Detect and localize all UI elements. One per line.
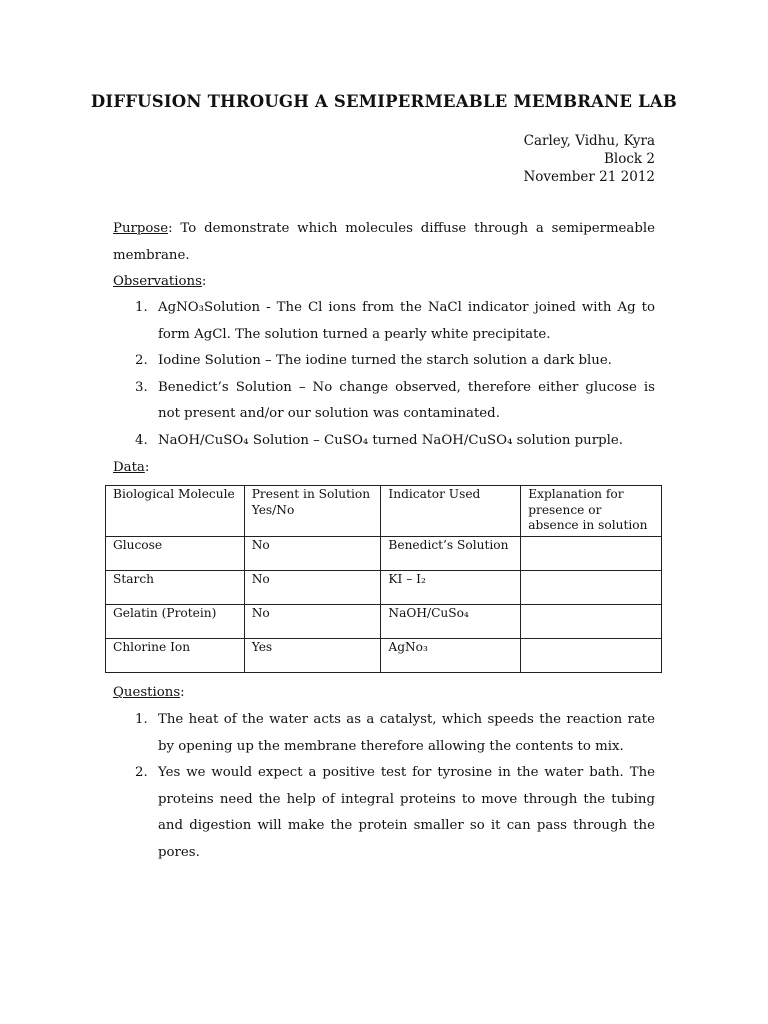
- observation-item: [113, 375, 655, 428]
- questions-label: Questions: [113, 685, 181, 700]
- observation-number: 4.: [135, 432, 148, 448]
- question-item: [113, 760, 655, 866]
- block-number: Block 2: [604, 151, 655, 167]
- questions-heading: [113, 680, 185, 707]
- table-cell: Chlorine Ion: [106, 639, 245, 673]
- table-row: [106, 537, 662, 571]
- table-row: [106, 605, 662, 639]
- data-colon: :: [144, 460, 150, 475]
- question-text: The heat of the water acts as a catalyst, which speeds the reaction rate by opening up the membrane therefore allowing the contents to mix.: [158, 712, 655, 754]
- observation-item: [113, 348, 655, 375]
- question-number: 1.: [135, 712, 148, 727]
- data-heading: [113, 455, 149, 482]
- observations-colon: :: [201, 274, 207, 289]
- observations-list: [113, 295, 655, 454]
- observation-text: Benedict’s Solution – No change observed, therefore either glucose is not present and/or our solution was contaminated.: [158, 379, 655, 421]
- data-label: Data: [113, 460, 145, 475]
- table-row: [106, 571, 662, 605]
- observation-text: Iodine Solution – The iodine turned the starch solution a dark blue.: [158, 353, 612, 368]
- observation-text: NaOH/CuSO₄ Solution – CuSO₄ turned NaOH/CuSO₄ solution purple.: [158, 432, 623, 448]
- table-header-row: [106, 486, 662, 537]
- table-cell: [521, 571, 662, 605]
- question-item: [113, 707, 655, 760]
- questions-colon: :: [180, 685, 185, 700]
- observation-item: [113, 295, 655, 348]
- observation-item: [113, 428, 655, 455]
- report-date: November 21 2012: [523, 169, 655, 185]
- purpose-label: Purpose: [113, 221, 169, 236]
- table-cell: NaOH/CuSo₄: [381, 605, 521, 639]
- table-cell: Benedict’s Solution: [381, 537, 521, 571]
- observation-number: 1.: [135, 300, 148, 315]
- question-number: 2.: [135, 765, 148, 780]
- header-cell: Biological Molecule: [106, 486, 245, 537]
- table-row: [106, 639, 662, 673]
- table-cell: Gelatin (Protein): [106, 605, 245, 639]
- table-cell: No: [244, 537, 381, 571]
- observations-label: Observations: [113, 274, 202, 289]
- purpose-colon: :: [168, 221, 173, 236]
- questions-list: [113, 707, 655, 866]
- observation-text: AgNO₃Solution - The Cl ions from the NaCl indicator joined with Ag to form AgCl. The solution turned a pearly white precipitate.: [158, 300, 655, 342]
- table-cell: No: [244, 571, 381, 605]
- table-cell: [521, 605, 662, 639]
- purpose-text: To demonstrate which molecules diffuse through a semipermeable membrane.: [113, 221, 655, 263]
- table-cell: Glucose: [106, 537, 245, 571]
- data-table: [105, 485, 662, 673]
- table-cell: [521, 639, 662, 673]
- question-text: Yes we would expect a positive test for tyrosine in the water bath. The proteins need the help of integral proteins to move through the tubing and digestion will make the protein smaller so it can pass through the pores.: [158, 765, 655, 860]
- table-cell: Yes: [244, 639, 381, 673]
- purpose-paragraph: [113, 216, 655, 269]
- table-cell: [521, 537, 662, 571]
- header-cell: Explanation for presence or absence in solution: [521, 486, 662, 537]
- observations-heading: [113, 269, 206, 296]
- table-cell: Starch: [106, 571, 245, 605]
- author-info: [523, 132, 655, 186]
- table-cell: KI – I₂: [381, 571, 521, 605]
- header-cell: Present in Solution Yes/No: [244, 486, 381, 537]
- observation-number: 3.: [135, 379, 148, 395]
- observation-number: 2.: [135, 353, 148, 368]
- header-cell: Indicator Used: [381, 486, 521, 537]
- document-title: DIFFUSION THROUGH A SEMIPERMEABLE MEMBRANE LAB: [90, 92, 678, 111]
- author-names: Carley, Vidhu, Kyra: [523, 133, 655, 149]
- table-cell: No: [244, 605, 381, 639]
- table-cell: AgNo₃: [381, 639, 521, 673]
